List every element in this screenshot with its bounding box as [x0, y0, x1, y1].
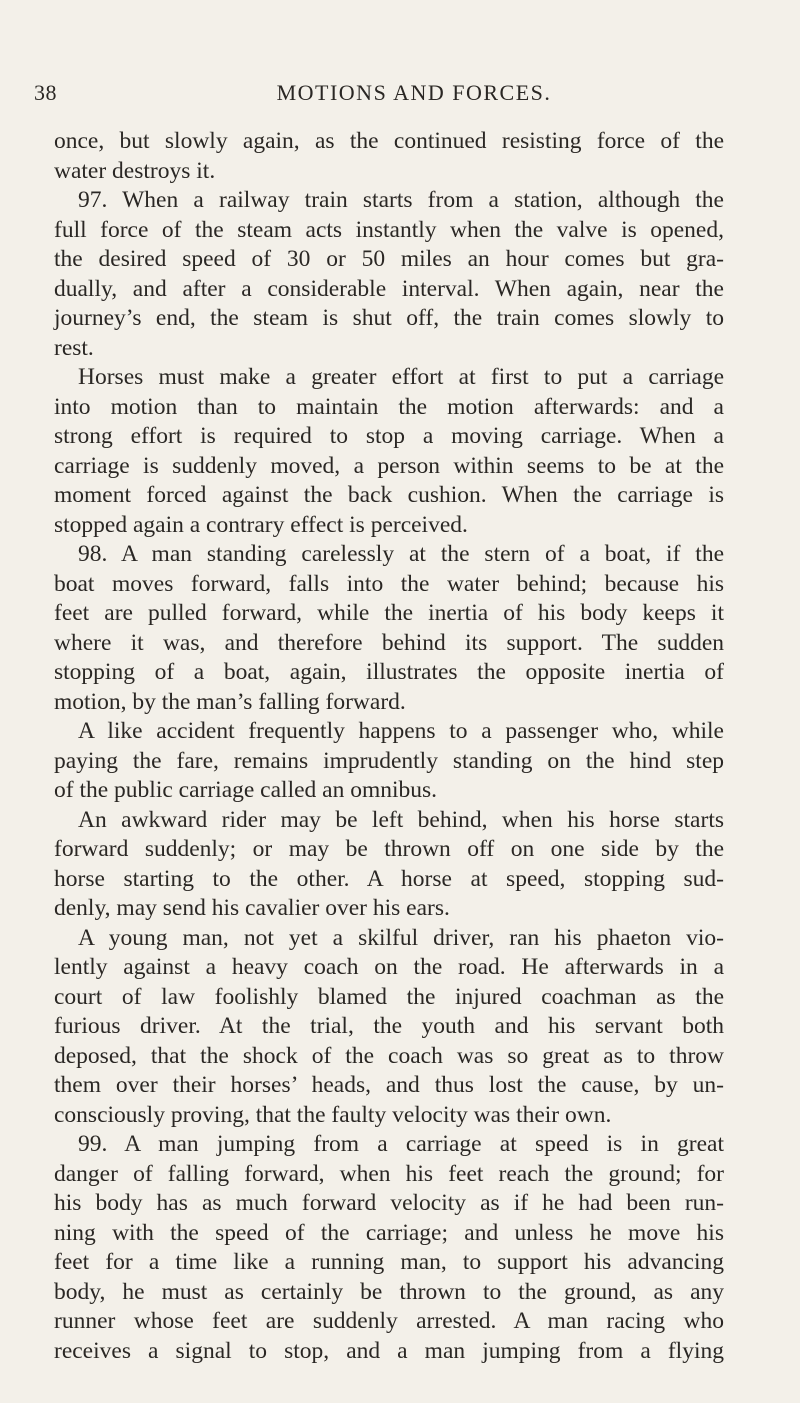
text-line: feet for a time like a running man, to support his advancing [54, 1249, 724, 1275]
text-line: A young man, not yet a skilful driver, ran his phaeton vio- [78, 924, 724, 951]
text-line: where it was, and therefore behind its support. The sudden [54, 629, 724, 656]
text-line: denly, may send his cavalier over his ears. [54, 895, 450, 921]
text-line: consciously proving, that the faulty velocity was their own. [54, 1101, 612, 1128]
text-line: into motion than to maintain the motion afterwards: and a [54, 393, 724, 420]
text-line: water destroys it. [54, 157, 216, 184]
text-line: dually, and after a considerable interval. When again, near the [54, 275, 724, 302]
text-line: once, but slowly again, as the continued resisting force of the [54, 128, 724, 154]
text-line: 99. A man jumping from a carriage at speed is in great [78, 1131, 724, 1157]
text-line: horse starting to the other. A horse at speed, stopping sud- [54, 865, 724, 892]
text-line: them over their horses’ heads, and thus lost the cause, by un- [54, 1072, 724, 1098]
text-line: paying the fare, remains imprudently standing on the hind step [54, 747, 724, 774]
text-line: court of law foolishly blamed the injured coachman as the [54, 983, 724, 1010]
text-line: A like accident frequently happens to a passenger who, while [78, 718, 724, 744]
text-line: stopping of a boat, again, illustrates the opposite inertia of [54, 659, 724, 685]
text-line: An awkward rider may be left behind, when his horse starts [78, 806, 724, 833]
text-line: feet are pulled forward, while the inertia of his body keeps it [54, 600, 724, 626]
text-line: 98. A man standing carelessly at the stern of a boat, if the [78, 541, 724, 567]
text-line: rest. [54, 334, 94, 361]
text-line: stopped again a contrary effect is perceived. [54, 511, 468, 538]
text-line: his body has as much forward velocity as if he had been run- [54, 1190, 724, 1216]
text-line: motion, by the man’s falling forward. [54, 688, 406, 715]
page-header [34, 80, 734, 110]
text-line: of the public carriage called an omnibus. [54, 777, 438, 803]
text-line: journey’s end, the steam is shut off, the train comes slowly to [54, 305, 724, 331]
text-line: receives a signal to stop, and a man jumping from a flying [54, 1337, 724, 1364]
text-line: carriage is suddenly moved, a person within seems to be at the [54, 452, 724, 479]
page-number: 38 [34, 80, 57, 105]
text-line: forward suddenly; or may be thrown off on one side by the [54, 836, 724, 862]
running-title: MOTIONS AND FORCES. [276, 80, 552, 105]
text-line: body, he must as certainly be thrown to the ground, as any [54, 1278, 724, 1305]
text-line: deposed, that the shock of the coach was so great as to throw [54, 1042, 724, 1069]
text-line: ning with the speed of the carriage; and unless he move his [54, 1219, 724, 1246]
text-line: danger of falling forward, when his feet reach the ground; for [54, 1160, 724, 1187]
text-line: strong effort is required to stop a moving carriage. When a [54, 423, 724, 449]
text-line: lently against a heavy coach on the road. He afterwards in a [54, 954, 724, 980]
text-line: 97. When a railway train starts from a station, although the [78, 187, 724, 213]
text-line: moment forced against the back cushion. When the carriage is [54, 482, 724, 508]
text-line: full force of the steam acts instantly when the valve is opened, [54, 216, 724, 243]
text-line: boat moves forward, falls into the water behind; because his [54, 570, 724, 597]
text-line: runner whose feet are suddenly arrested. A man racing who [54, 1308, 724, 1334]
text-line: furious driver. At the trial, the youth and his servant both [54, 1013, 724, 1039]
text-line: the desired speed of 30 or 50 miles an hour comes but gra- [54, 246, 724, 272]
body-text [54, 127, 724, 1366]
text-line: Horses must make a greater effort at first to put a carriage [78, 364, 724, 390]
